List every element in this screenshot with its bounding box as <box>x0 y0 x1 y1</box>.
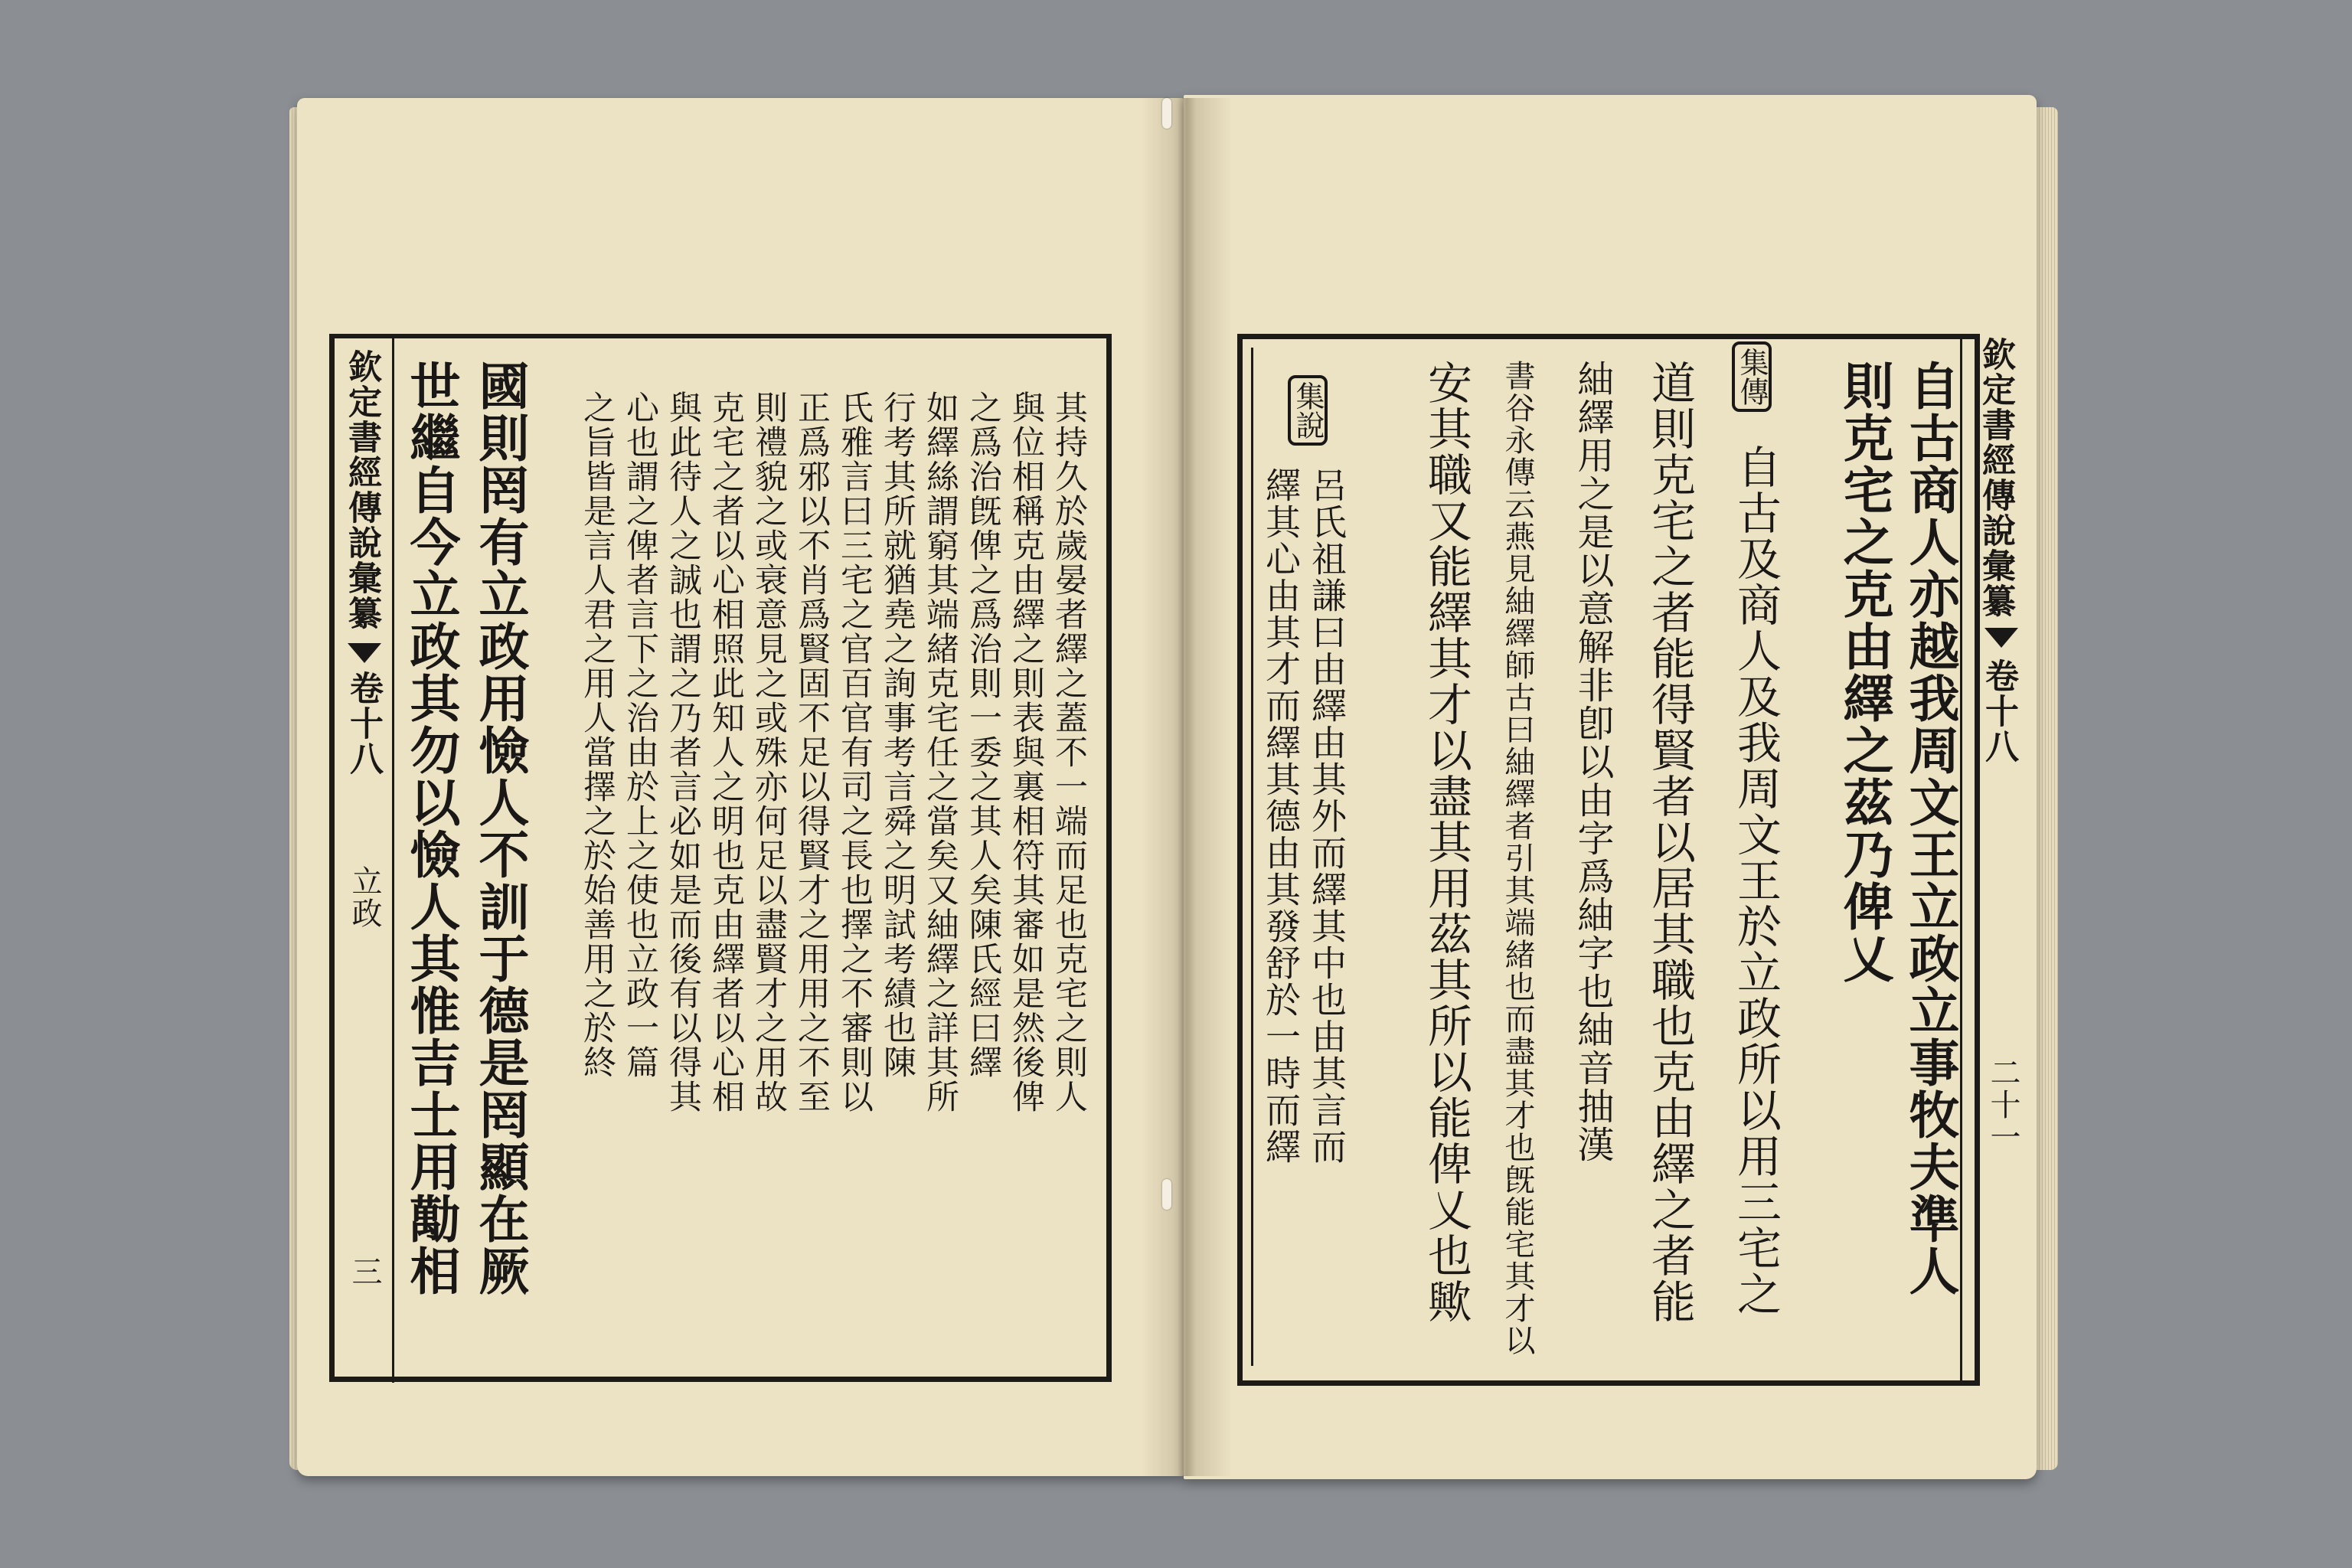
left-small-col-1: 其持久於歲晏者繹之蓋不一端而足也克宅之則人 <box>1050 390 1088 1114</box>
book-gutter <box>1141 98 1233 1476</box>
left-fold-number: 三 <box>347 1256 382 1288</box>
binding-thread-top <box>1162 98 1171 129</box>
right-text-frame-inner <box>1251 348 1253 1366</box>
left-small-col-3: 之爲治旣俾之爲治則一委之其人矣陳氏經曰繹 <box>964 390 1002 1080</box>
jizhuan-badge: 集傳 <box>1732 341 1772 412</box>
left-small-col-11: 心也謂之俾者言下之治由於上之使也立政一篇 <box>621 390 659 1080</box>
right-shuo-col-2: 繹其心由其才而繹其德由其發舒於一時而繹 <box>1260 467 1302 1165</box>
left-main-col-2: 世繼自今立政其勿以憸人其惟吉士用勱相 <box>401 360 461 1297</box>
left-small-col-12: 之旨皆是言人君之用人當擇之於始善用之於終 <box>578 390 616 1080</box>
right-main-col-1: 自古商人亦越我周文王立政立事牧夫準人 <box>1900 360 1960 1297</box>
left-fishtail-mark <box>348 643 381 663</box>
right-fold-title: 欽定書經傳說彙纂 <box>1976 337 2015 619</box>
right-fold-chapter: 卷十八 <box>1979 658 2018 764</box>
left-small-col-4: 如繹絲謂窮其端緒克宅任之當矣又紬繹之詳其所 <box>921 390 959 1114</box>
binding-thread-bottom <box>1162 1179 1171 1210</box>
left-small-col-8: 則禮貌之或衰意見之或殊亦何足以盡賢才之用故 <box>750 390 788 1114</box>
right-shuo-col-1: 呂氏祖謙曰由繹由其外而繹其中也由其言而 <box>1306 467 1348 1165</box>
right-main-col-2: 則克宅之克由繹之茲乃俾乂 <box>1834 360 1894 985</box>
left-fold-strip <box>392 334 394 1383</box>
jishuo-badge: 集說 <box>1288 375 1328 446</box>
left-small-col-6: 氏雅言曰三宅之官百官有司之長也擇之不審則以 <box>835 390 874 1114</box>
right-zhuan-col-1: 自古及商人及我周文王於立政所以用三宅之 <box>1730 444 1782 1317</box>
left-small-col-2: 與位相稱克由繹之則表與裏相符其審如是然後俾 <box>1007 390 1045 1114</box>
right-fishtail-mark <box>1984 628 2018 648</box>
left-small-col-7: 正爲邪以不肖爲賢固不足以得賢才之用用之不至 <box>792 390 831 1114</box>
right-fold-strip <box>1960 334 1962 1386</box>
left-small-col-9: 克宅之者以心相照此知人之明也克由繹者以心相 <box>707 390 745 1114</box>
left-main-col-1: 國則罔有立政用憸人不訓于德是罔顯在厥 <box>470 360 530 1297</box>
right-zhuan-col-4: 書谷永傳云燕見紬繹師古曰紬繹者引其端緒也而盡其才也旣能宅其才以 <box>1500 360 1535 1357</box>
right-zhuan-col-3: 紬繹用之是以意解非卽以由字爲紬字也紬音抽漢 <box>1571 360 1614 1164</box>
left-fold-title: 欽定書經傳說彙纂 <box>342 349 381 631</box>
left-small-col-10: 與此待人之誠也謂之乃者言必如是而後有以得其 <box>664 390 702 1114</box>
left-fold-chapter: 卷十八 <box>344 671 383 776</box>
left-fold-section: 立政 <box>347 865 382 929</box>
right-fold-number: 二十一 <box>1985 1057 2020 1153</box>
right-zhuan-col-2: 道則克宅之者能得賢者以居其職也克由繹之者能 <box>1644 360 1696 1325</box>
right-zhuan-col-5: 安其職又能繹其才以盡其用茲其所以能俾乂也歟 <box>1420 360 1472 1325</box>
left-small-col-5: 行考其所就猶堯之詢事考言舜之明試考績也陳 <box>878 390 916 1080</box>
